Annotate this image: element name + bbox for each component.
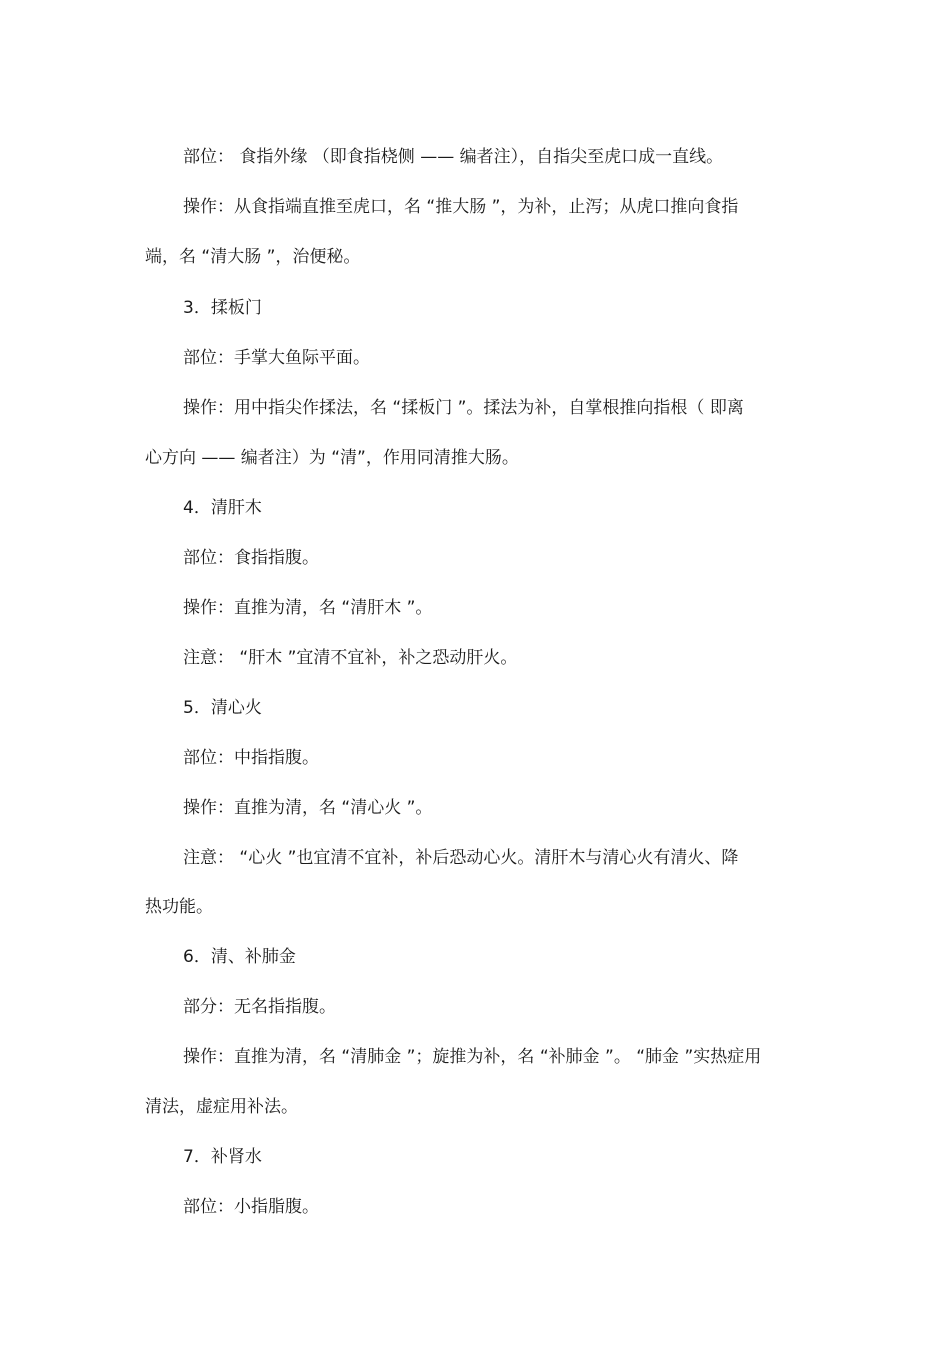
section-heading: 5．清心火 bbox=[183, 698, 262, 718]
paragraph-line: 部位：食指指腹。 bbox=[183, 548, 319, 568]
paragraph-line: 操作：直推为清，名 “清肺金 ”；旋推为补，名 “补肺金 ”。 “肺金 ”实热症用 bbox=[183, 1047, 762, 1067]
paragraph-line: 操作：直推为清，名 “清心火 ”。 bbox=[183, 798, 433, 818]
paragraph-line: 操作：直推为清，名 “清肝木 ”。 bbox=[183, 598, 433, 618]
paragraph-line: 部位：手掌大鱼际平面。 bbox=[183, 348, 370, 368]
paragraph-line: 心方向 —— 编者注）为 “清”，作用同清推大肠。 bbox=[145, 448, 519, 468]
section-heading: 4．清肝木 bbox=[183, 498, 262, 518]
section-heading: 3．揉板门 bbox=[183, 298, 262, 318]
paragraph-line: 注意： “肝木 ”宜清不宜补，补之恐动肝火。 bbox=[183, 648, 518, 668]
section-heading: 6．清、补肺金 bbox=[183, 947, 296, 967]
paragraph-line: 清法，虚症用补法。 bbox=[145, 1097, 298, 1117]
paragraph-line: 部位：中指指腹。 bbox=[183, 748, 319, 768]
paragraph-line: 热功能。 bbox=[145, 897, 213, 917]
paragraph-line: 部位： 食指外缘 （即食指桡侧 —— 编者注），自指尖至虎口成一直线。 bbox=[183, 147, 724, 167]
section-heading: 7．补肾水 bbox=[183, 1147, 262, 1167]
paragraph-line: 操作：用中指尖作揉法，名 “揉板门 ”。揉法为补，自掌根推向指根（ 即离 bbox=[183, 398, 744, 418]
paragraph-line: 注意： “心火 ”也宜清不宜补，补后恐动心火。清肝木与清心火有清火、降 bbox=[183, 848, 739, 868]
paragraph-line: 操作：从食指端直推至虎口，名 “推大肠 ”，为补，止泻；从虎口推向食指 bbox=[183, 197, 739, 217]
paragraph-line: 部分：无名指指腹。 bbox=[183, 997, 336, 1017]
paragraph-line: 部位：小指脂腹。 bbox=[183, 1197, 319, 1217]
paragraph-line: 端，名 “清大肠 ”，治便秘。 bbox=[145, 247, 361, 267]
